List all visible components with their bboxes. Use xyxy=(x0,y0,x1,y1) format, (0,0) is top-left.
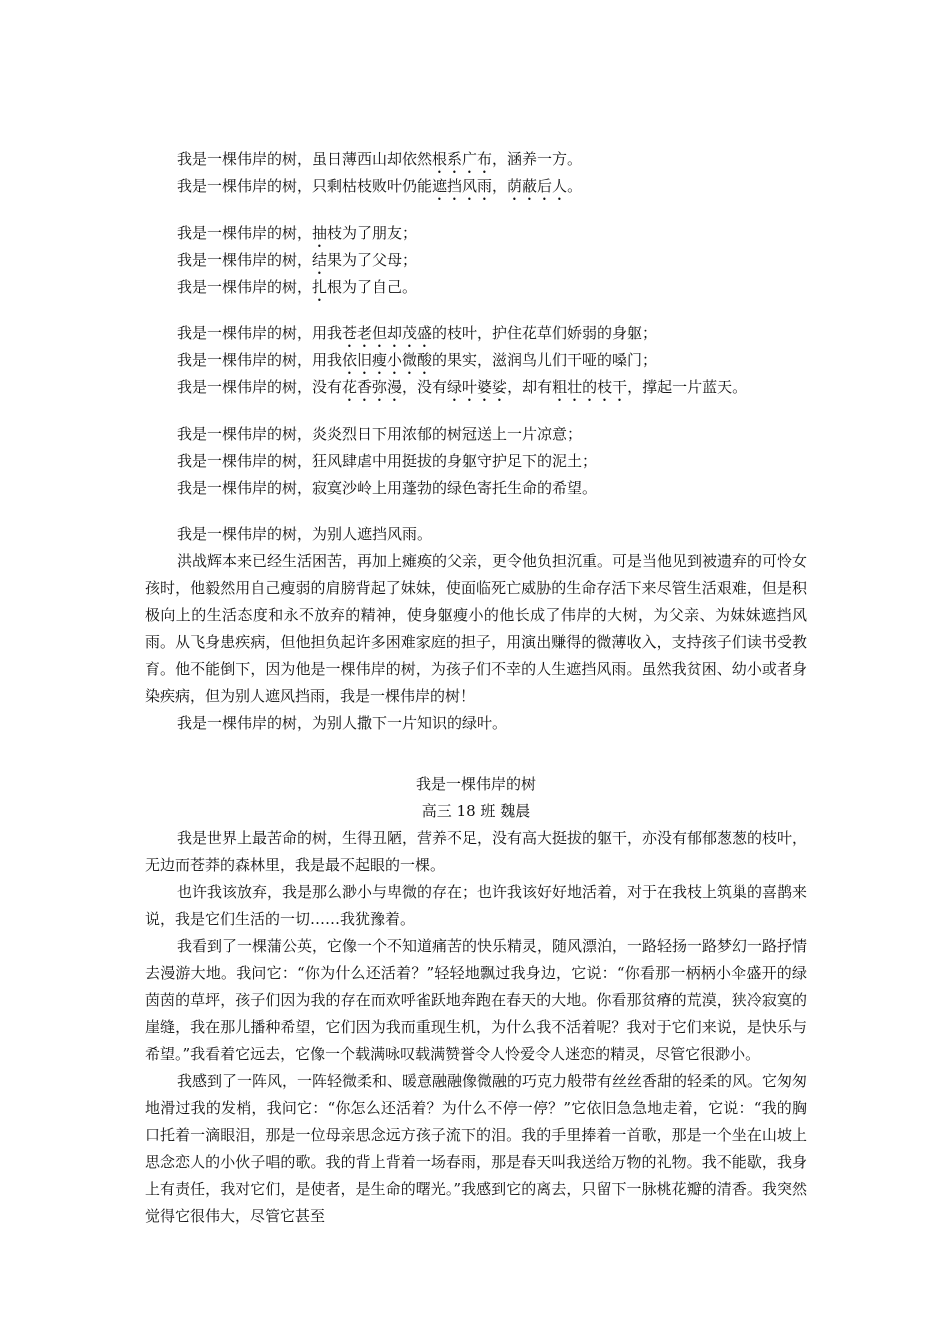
verse-line: 我是一棵伟岸的树，寂寞沙岭上用蓬勃的绿色寄托生命的希望。 xyxy=(177,479,598,497)
essay-paragraph: 也许我该放弃，我是那么渺小与卑微的存在；也许我该好好地活着，对于在我枝上筑巢的喜鹊来说，我是它们生活的一切……我犹豫着。 xyxy=(145,883,808,928)
stanza-1 xyxy=(145,146,807,200)
section-hong-zhanhui xyxy=(145,521,807,737)
verse-line: 我是一棵伟岸的树，用我苍老但却茂盛的枝叶，护住花草们娇弱的身躯； xyxy=(177,324,658,342)
verse-line: 我是一棵伟岸的树，虽日薄西山却依然根系广布，涵养一方。 xyxy=(177,150,583,168)
essay-paragraph: 我看到了一棵蒲公英，它像一个不知道痛苦的快乐精灵，随风漂泊，一路轻扬一路梦幻一路抒情去漫游大地。我问它：“你为什么还活着？”轻轻地飘过我身边，它说：“你看那一柄柄小伞盛开的绿茵茵的草坪，孩子们因为我的存在而欢呼雀跃地奔跑在春天的大地。你看那贫瘠的荒漠，狭冷寂寞的崖缝，我在那儿播种希望，它们因为我而重现生机，为什么我不活着呢？我对于它们来说，是快乐与希望。”我看着它远去，它像一个载满咏叹载满赞誉令人怜爱令人迷恋的精灵，尽管它很渺小。 xyxy=(145,937,808,1063)
verse-line: 我是一棵伟岸的树，炎炎烈日下用浓郁的树冠送上一片凉意； xyxy=(177,425,583,443)
stanza-4 xyxy=(145,421,807,502)
verse-line: 我是一棵伟岸的树，抽枝为了朋友； xyxy=(177,224,418,242)
essay-paragraph: 我是世界上最苦命的树，生得丑陋，营养不足，没有高大挺拔的躯干，亦没有郁郁葱葱的枝叶，无边而苍莽的森林里，我是最不起眼的一棵。 xyxy=(145,829,808,874)
stanza-3 xyxy=(145,320,807,401)
stanza-2 xyxy=(145,220,807,301)
essay xyxy=(145,771,807,1230)
verse-line: 我是一棵伟岸的树，狂风肆虐中用挺拔的身躯守护足下的泥土； xyxy=(177,452,598,470)
verse-line: 我是一棵伟岸的树，结果为了父母； xyxy=(177,251,418,269)
section-line: 我是一棵伟岸的树，为别人撒下一片知识的绿叶。 xyxy=(177,714,508,732)
body-paragraph: 洪战辉本来已经生活困苦，再加上瘫痪的父亲，更令他负担沉重。可是当他见到被遗弃的可怜女孩时，他毅然用自己瘦弱的肩膀背起了妹妹，使面临死亡威胁的生命存活下来尽管生活艰难，但是积极向上的生活态度和永不放弃的精神，使身躯瘦小的他长成了伟岸的大树，为父亲、为妹妹遮挡风雨。从飞身患疾病，但他担负起许多困难家庭的担子，用演出赚得的微薄收入，支持孩子们读书受教育。他不能倒下，因为他是一棵伟岸的树，为孩子们不幸的人生遮挡风雨。虽然我贫困、幼小或者身染疾病，但为别人遮风挡雨，我是一棵伟岸的树！ xyxy=(145,552,808,705)
verse-line: 我是一棵伟岸的树，用我依旧瘦小微酸的果实，滋润鸟儿们干哑的嗓门； xyxy=(177,351,658,369)
verse-line: 我是一棵伟岸的树，扎根为了自己。 xyxy=(177,278,418,296)
essay-title: 我是一棵伟岸的树 xyxy=(415,775,536,793)
essay-paragraph: 我感到了一阵风，一阵轻微柔和、暖意融融像微融的巧克力般带有丝丝香甜的轻柔的风。它匆匆地滑过我的发梢，我问它：“你怎么还活着？为什么不停一停？”它依旧急急地走着，它说：“我的胸口托着一滴眼泪，那是一位母亲思念远方孩子流下的泪。我的手里捧着一首歌，那是一个坐在山坡上思念恋人的小伙子唱的歌。我的背上背着一场春雨，那是春天叫我送给万物的礼物。我不能歇，我身上有责任，我对它们，是使者，是生命的曙光。”我感到它的离去，只留下一脉桃花瓣的清香。我突然觉得它很伟大，尽管它甚至 xyxy=(145,1072,808,1225)
verse-line: 我是一棵伟岸的树，只剩枯枝败叶仍能遮挡风雨，荫蔽后人。 xyxy=(177,177,583,195)
verse-line: 我是一棵伟岸的树，没有花香弥漫，没有绿叶婆娑，却有粗壮的枝干，撑起一片蓝天。 xyxy=(177,378,748,396)
section-line: 我是一棵伟岸的树，为别人遮挡风雨。 xyxy=(177,525,433,543)
essay-byline: 高三 18 班 魏晨 xyxy=(421,802,531,820)
